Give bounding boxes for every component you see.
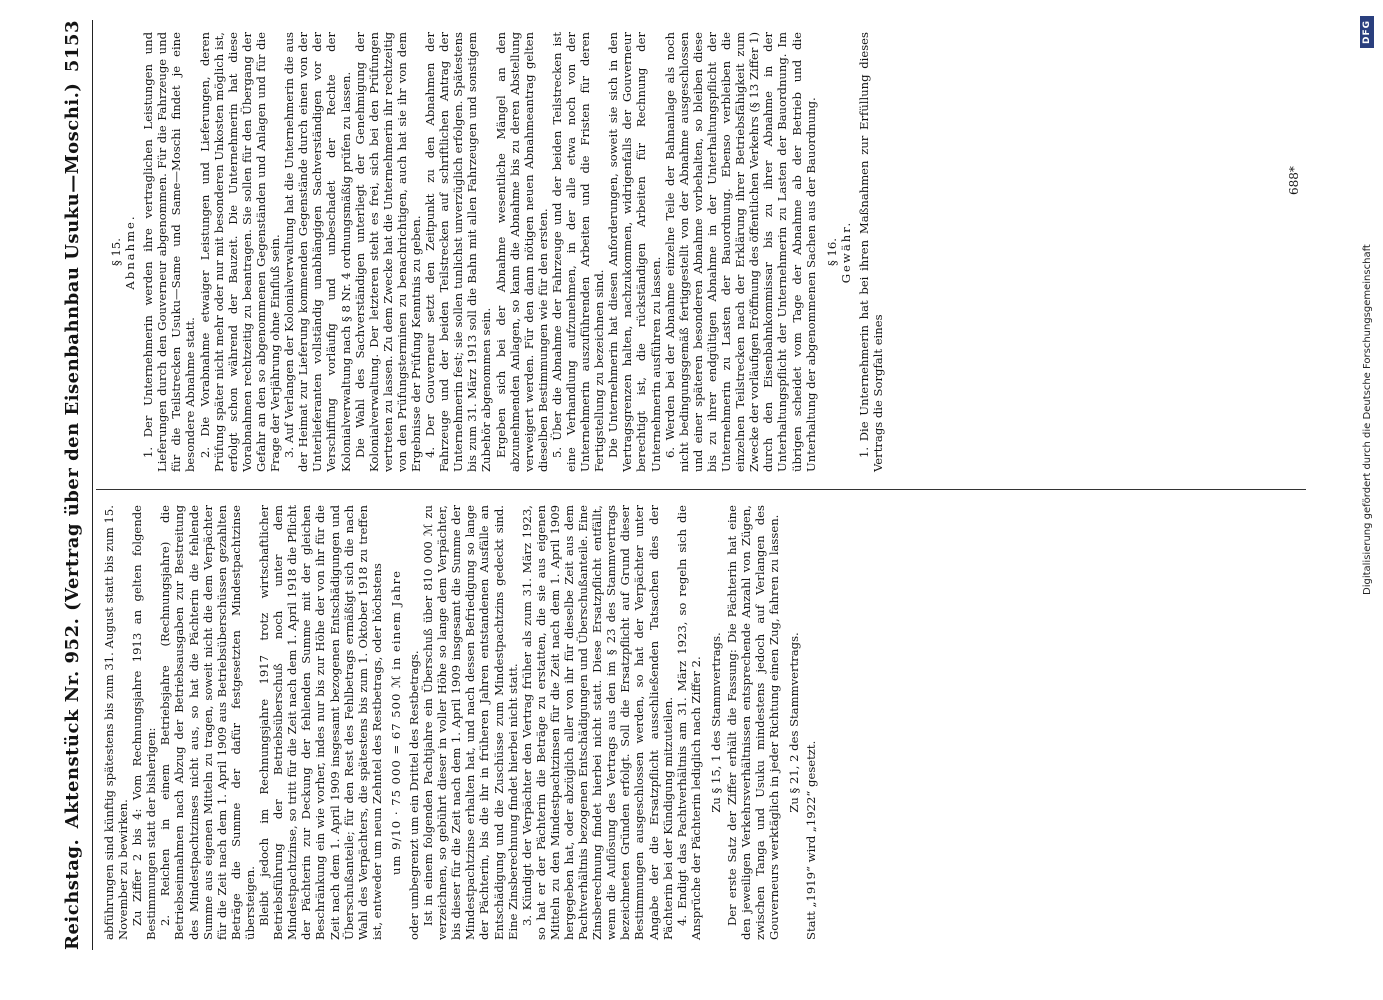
paragraph: 5. Über die Abnahme der Fahrzeuge und der beiden Teilstrecken ist eine Verhandlung aufzunehmen, in der alle etwa noch von der Unternehmerin auszuführenden Arbeiten und die Fristen für deren Fertigstellung zu bezeichnen sind. — [549, 32, 607, 472]
digitization-note — [1352, 10, 1382, 995]
paragraph: Statt „1919“ wird „1922“ gesetzt. — [803, 740, 818, 940]
page-header — [55, 20, 89, 950]
paragraph: oder umbegrenzt um ein Drittel des Restbetrags. — [406, 650, 421, 940]
section-number: § 16. — [824, 238, 839, 266]
sheet-number: 688* — [1287, 166, 1301, 195]
subheading: Zu § 15, 1 des Stammvertrags. — [708, 632, 723, 813]
paragraph: 3. Kündigt der Verpächter den Vertrag früher als zum 31. März 1923, so hat er der Pächterin die Beträge zu erstatten, die sie aus eigenen Mitteln zu den Mindestpachtzinsen für die Zeit nach dem 1. April 1909 hergegeben hat, oder abzüglich aller von ihr für dieselbe Zeit aus dem Pachtverhältnis bezogenen Entschädigungen und Überschußanteile. Eine Zinsberechnung findet hierbei nicht statt. Diese Ersatzpflicht entfällt, wenn die Auflösung des Vertrags aus den im § 23 des Stammvertrags bezeichneten Gründen erfolgt. Soll die Ersatzpflicht auf Grund dieser Bestimmungen ausgeschlossen werden, so hat der Verpächter unter Angabe der die Ersatzpflicht ausschließenden Tatsachen dies der Pächterin bei der Kündigung mitzuteilen. — [519, 505, 675, 940]
section-number: § 15. — [109, 238, 123, 266]
paragraph: 1. Die Unternehmerin hat bei ihren Maßnahmen zur Erfüllung dieses Vertrags die Sorgfalt eines — [856, 32, 885, 472]
paragraph: 4. Der Gouverneur setzt den Zeitpunkt zu den Abnahmen der Fahrzeuge und der beiden Teilstrecken auf schriftlichen Antrag der Unternehmerin fest; sie sollen tunlichst unverzüglich erfolgen. Spätestens bis zum 31. März 1913 soll die Bahn mit allen Fahrzeugen und sonstigem Zubehör abgenommen sein. — [423, 32, 494, 472]
paragraph: 6. Werden bei der Abnahme einzelne Teile der Bahnanlage als noch nicht bedingungsgemäß fertiggestellt von der Abnahme ausgeschlossen und einer späteren besonderen Abnahme vorbehalten, so bleiben diese bis zu ihrer endgültigen Abnahme in der Unterhaltungspflicht der Unternehmerin zu Lasten der Bauordnung. Ebenso verbleiben die einzelnen Teilstrecken nach der Erklärung ihrer Betriebsfähigkeit zum Zwecke der vorläufigen Eröffnung des öffentlichen Verkehrs (§ 13 Ziffer 1) durch den Eisenbahnkommissar bis zu ihrer Abnahme in der Unterhaltungspflicht der Unternehmerin zu Lasten der Bauordnung. Im übrigen scheidet vom Tage der Abnahme ab der Betrieb und die Unterhaltung der abgenommenen Sachen aus der Bauordnung. — [662, 32, 818, 472]
paragraph: Ist in einem folgenden Pachtjahre ein Überschuß über 810 000 ℳ zu verzeichnen, so gebührt dieser in voller Höhe so lange dem Verpächter, bis dieser für die Zeit nach dem 1. April 1909 insgesamt die Summe der Mindestpachtzinse erhalten hat, und nach dessen Befriedigung so lange der Pächterin, bis die ihr in früheren Jahren entstandenen Ausfälle an Entschädigung und die Zuschüsse zum Mindestpachtzins gedeckt sind. Eine Zinsberechnung findet hierbei nicht statt. — [421, 505, 520, 940]
right-column — [102, 32, 885, 472]
header-rule — [92, 20, 93, 950]
paragraph: 2. Reichen in einem Betriebsjahre (Rechnungsjahre) die Betriebseinnahmen nach Abzug der Betriebsausgaben zur Bestreitung des Mindestpachtzinses nicht aus, so hat die Pächterin die fehlende Summe aus eigenen Mitteln zu tragen, soweit nicht die dem Verpächter für die Zeit nach dem 1. April 1909 aus Betriebsüberschüssen gezahlten Beträge die Summe der dafür festgesetzten Mindestpachtzinse übersteigen. — [158, 505, 257, 940]
paragraph: Ergeben sich bei der Abnahme wesentliche Mängel an den abzunehmenden Anlagen, so kann die Abnahme bis zu deren Abstellung verweigert werden. Für den dann nötigen neuen Abnahmeantrag gelten dieselben Bestimmungen wie für den ersten. — [493, 32, 550, 472]
paragraph: 4. Endigt das Pachtverhältnis am 31. März 1923, so regeln sich die Ansprüche der Pächterin lediglich nach Ziffer 2. — [674, 505, 703, 940]
header-left: Reichstag. — [61, 838, 83, 950]
paragraph: Zu Ziffer 2 bis 4: Vom Rechnungsjahre 1913 an gelten folgende Bestimmungen statt der bisherigen: — [130, 505, 159, 940]
paragraph: 3. Auf Verlangen der Kolonialverwaltung hat die Unternehmerin die aus der Heimat zur Lieferung kommenden Gegenstände durch einen von der Unterlieferanten vollständig unabhängigen Sachverständigen vor der Verschiffung vorläufig und unbeschadet der Rechte der Kolonialverwaltung nach § 8 Nr. 4 ordnungsmäßig prüfen zu lassen. — [282, 32, 353, 472]
digitization-text: Digitalisierung gefördert durch die Deutsche Forschungsgemeinschaft — [1361, 244, 1373, 595]
paragraph: 2. Die Vorabnahme etwaiger Leistungen und Lieferungen, deren Prüfung später nicht mehr oder nur mit besonderen Unkosten möglich ist, erfolgt schon während der Bauzeit. Die Unternehmerin hat diese Vorabnahmen rechtzeitig zu beantragen. Sie sollen für den Übergang der Gefahr an den so abgenommenen Gegenständen und Anlagen und für die Frage der Verjährung ohne Einfluß sein. — [197, 32, 283, 472]
paragraph: Die Unternehmerin hat diesen Anforderungen, soweit sie sich in den Vertragsgrenzen halten, nachzukommen, widrigenfalls der Gouverneur berechtigt ist, die rückständigen Arbeiten für Rechnung der Unternehmerin ausführen zu lassen. — [606, 32, 663, 472]
paragraph: um 9/10 · 75 000 = 67 500 ℳ in einem Jahre — [388, 569, 403, 876]
paragraph: Bleibt jedoch im Rechnungsjahre 1917 trotz wirtschaftlicher Betriebsführung der Betriebsüberschuß noch unter dem Mindestpachtzinse, so tritt für die Zeit nach dem 1. April 1918 die Pflicht der Pächterin zur Deckung der fehlenden Summe mit der gleichen Beschränkung ein wie vorher, indes nur bis zur Höhe der von ihr für die Zeit nach dem 1. April 1909 insgesamt bezogenen Entschädigungen und Überschußanteile; für den Rest des Fehlbetrags ermäßigt sich die nach Wahl des Verpächters, die spätestens bis zum 1. Oktober 1918 zu treffen ist, entweder um neun Zehntel des Restbetrags, oder höchstens — [257, 505, 384, 940]
paragraph: abführungen sind künftig spätestens bis zum 31. August statt bis zum 15. November zu bewirken. — [102, 505, 131, 940]
paragraph: Der erste Satz der Ziffer erhält die Fassung: Die Pächterin hat eine den jeweiligen Verkehrsverhältnissen entsprechende Anzahl von Zügen, zwischen Tanga und Usuku mindestens jedoch auf Verlangen des Gouverneurs werktäglich in jeder Richtung einen Zug, fahren zu lassen. — [725, 505, 782, 940]
section-title: Gewähr. — [838, 220, 853, 284]
left-column — [102, 505, 818, 940]
header-title: Aktenstück Nr. 952. (Vertrag über den Eisenbahnbau Usuku—Moschi.) — [61, 82, 83, 829]
page-number: 5153 — [61, 20, 83, 73]
section-title: Abnahme. — [123, 214, 138, 290]
dfg-logo: DFG — [1360, 16, 1374, 48]
paragraph: 1. Der Unternehmerin werden ihre vertraglichen Leistungen und Lieferungen durch den Gouverneur abgenommen. Für die Fahrzeuge und für die Teilstrecken Usuku—Same und Same—Moschi findet je eine besondere Abnahme statt. — [141, 32, 198, 472]
column-divider — [96, 489, 1306, 490]
paragraph: Die Wahl des Sachverständigen unterliegt der Genehmigung der Kolonialverwaltung. Der letzteren steht es frei, sich bei den Prüfungen vertreten zu lassen. Zu dem Zwecke hat die Unternehmerin ihr rechtzeitig von den Prüfungsterminen zu benachrichtigen, auch hat sie ihr von dem Ergebnisse der Prüfung Kenntnis zu geben. — [352, 32, 423, 472]
subheading: Zu § 21, 2 des Stammvertrags. — [787, 632, 802, 813]
